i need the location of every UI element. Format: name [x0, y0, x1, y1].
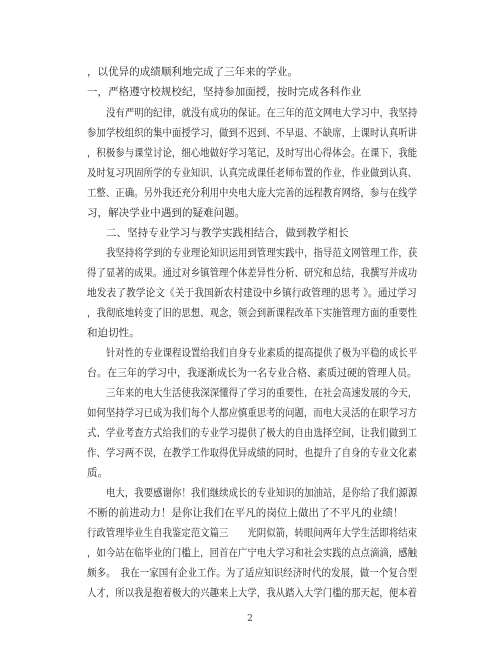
article-title-line: 行政管理毕业生自我鉴定范文篇三 光阴似箭，转眼间两年大学生活即将结束	[87, 527, 418, 539]
text-line: ，积极参与课堂讨论，细心地做好学习笔记，及时写出心得体会。在课下，我能	[87, 147, 418, 159]
text-line: 没有严明的纪律，就没有成功的保证。在三年的范文网电大学习中，我坚持	[106, 107, 418, 119]
text-line: 颇多。 我在一家国有企业工作。为了适应知识经济时代的发展，做一个复合型	[87, 567, 418, 579]
text-line: 台。在三年的学习中，我逐渐成长为一名专业合格、素质过硬的管理人员。	[87, 367, 418, 379]
text-line: 习，解决学业中遇到的疑难问题。	[87, 207, 246, 219]
text-line: ，如今站在临毕业的门槛上，回首在广宁电大学习和社会实践的点点滴滴，感触	[87, 547, 418, 559]
text-line: 质。	[87, 467, 109, 479]
text-line: 三年来的电大生活使我深深懂得了学习的重要性，在社会高速发展的今天，	[106, 387, 418, 399]
section-heading: 一，严格遵守校规校纪，坚持参加面授，按时完成各科作业	[87, 86, 362, 98]
text-line: ，以优异的成绩顺利地完成了三年来的学业。	[87, 66, 298, 78]
text-line: 式、学业考查方式给我们的专业学习提供了极大的自由选择空间，让我们做到工	[87, 427, 418, 439]
section-heading: 二、坚持专业学习与教学实践相结合，做到教学相长	[106, 227, 349, 239]
text-line: 人才，所以我是抱着极大的兴趣来上大学，我从踏入大学门槛的那天起，便本着	[87, 587, 418, 599]
text-line: 工整、正确。另外我还充分利用中央电大庞大完善的远程教育网络，参与在线学	[87, 187, 418, 199]
text-line: 参加学校组织的集中面授学习，做到不迟到、不早退、不缺席，上课时认真听讲	[87, 127, 418, 139]
text-line: 及时复习巩固所学的专业知识，认真完成课任老师布置的作业，作业做到认真、	[87, 167, 418, 179]
text-line: 电大，我要感谢你！我们继续成长的专业知识的加油站，是你给了我们源源	[106, 487, 418, 499]
page-number: 2	[247, 614, 253, 624]
text-line: 我坚持将学到的专业理论知识运用到管理实践中，指导范文网管理工作，获	[106, 247, 418, 259]
text-line: 不断的前进动力！是你让我们在平凡的岗位上做出了不平凡的业绩！	[87, 507, 404, 519]
text-line: 针对性的专业课程设置给我们自身专业素质的提高提供了极为平稳的成长平	[106, 347, 418, 359]
text-line: ，我彻底地转变了旧的思想、观念，领会到新课程改革下实施管理方面的重要性	[87, 307, 418, 319]
text-line: 得了显著的成果。通过对乡镇管理个体差异性分析、研究和总结，我撰写并成功	[87, 267, 418, 279]
text-line: 如何坚持学习已成为我们每个人都应慎重思考的问题，而电大灵活的在职学习方	[87, 407, 418, 419]
text-line: 和迫切性。	[87, 327, 140, 339]
text-line: 地发表了教学论文《关于我国新农村建设中乡镇行政管理的思考 》。通过学习	[87, 287, 417, 299]
text-line: 作、学习两不误，在教学工作取得优异成绩的同时，也提升了自身的专业文化素	[87, 447, 418, 459]
